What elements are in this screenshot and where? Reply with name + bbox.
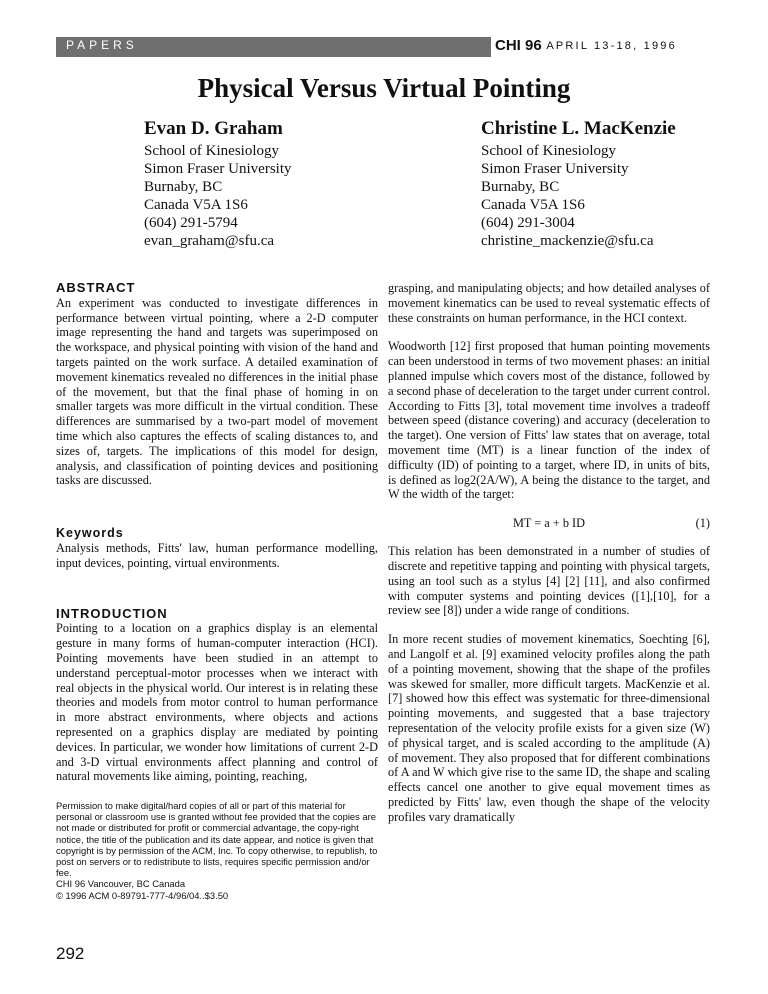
author-postal: Canada V5A 1S6 <box>144 197 248 213</box>
conference-name: CHI 96 <box>495 37 542 54</box>
abstract-heading: ABSTRACT <box>56 280 136 295</box>
introduction-text: Pointing to a location on a graphics display is an elemental gesture in many forms of human-computer interaction (HCI). Pointing movements have been studied in an attempt to understand perceptual-motor processes when we interact with real objects in the physical world. Our interest is in relating these theories and models from motor control to human performance in more abstract environments, where objects and actions represented on a graphics display are mediated by pointing devices. In particular, we wonder how limitations of current 2-D and 3-D virtual environments affect planning and control of natural movements like aiming, pointing, reaching, <box>56 621 378 784</box>
conference-dates: APRIL 13-18, 1996 <box>546 40 677 52</box>
page-number: 292 <box>56 944 85 963</box>
author-name: Evan D. Graham <box>144 118 283 139</box>
paper-title: Physical Versus Virtual Pointing <box>197 73 571 103</box>
body-paragraph: In more recent studies of movement kinematics, Soechting [6], and Langolf et al. [9] examined velocity profiles along the path of a pointing movement, showing that the shape of the profiles was skewed for smaller, more difficult targets. MacKenzie et al. [7] showed how this effect was systematic for three-dimensional pointing movements, and suggested that a base trajectory representation of the velocity profile exists for a given size (W) of physical target, and is scaled according to the amplitude (A) of movement. They also proposed that for different combinations of A and W which give rise to the same ID, the shape and scaling effects cancel one another to give equal movement times as predicted by Fitts' law, even though the shape of the velocity profiles vary dramatically <box>388 632 710 824</box>
keywords-heading: Keywords <box>56 526 124 541</box>
author-city: Burnaby, BC <box>481 179 560 195</box>
left-column <box>56 281 378 798</box>
author-email: evan_graham@sfu.ca <box>144 233 275 249</box>
equation <box>388 516 710 532</box>
body-paragraph: Woodworth [12] first proposed that human pointing movements can been understood in terms of two movement phases: an initial planned impulse which covers most of the distance, followed by a second phase of deceleration to the target under current control. According to Fitts [3], total movement time involves a tradeoff between speed (distance covering) and accuracy (deceleration to the target). One version of Fitts' law states that on average, total movement time (MT) is a linear function of the index of difficulty (ID) of pointing to a target, where ID, in units of bits, is defined as log2(2A/W), A being the distance to the target, and W the width of the target: <box>388 339 710 502</box>
copyright-line: © 1996 ACM 0-89791-777-4/96/04..$3.50 <box>56 889 229 901</box>
conference-header <box>491 37 717 57</box>
section-label: PAPERS <box>66 38 138 52</box>
right-column <box>388 281 710 839</box>
author-email: christine_mackenzie@sfu.ca <box>481 233 654 249</box>
author-phone: (604) 291-5794 <box>144 215 238 231</box>
author-postal: Canada V5A 1S6 <box>481 197 585 213</box>
body-paragraph: grasping, and manipulating objects; and how detailed analyses of movement kinematics can be used to reveal systematic effects of these constraints on human performance, in the HCI context. <box>388 281 710 325</box>
body-paragraph: This relation has been demonstrated in a number of studies of discrete and repetitive tapping and pointing with physical targets, using an tool such as a stylus [4] [2] [11], and also confirmed with computer systems and pointing devices ([1],[10], for a review see [8]) under a wide range of conditions. <box>388 544 710 618</box>
permission-text: Permission to make digital/hard copies of all or part of this material for personal or classroom use is granted without fee provided that the copies are not made or distributed for profit or commercial advantage, the copy-right notice, the title of the publication and its date appear, and notice is given that copyright is by permission of the ACM, Inc. To copy otherwise, to republish, to post on servers or to redistribute to lists, requires specific permission and/or fee. <box>56 800 378 879</box>
author-name: Christine L. MacKenzie <box>481 118 676 139</box>
conference-location: CHI 96 Vancouver, BC Canada <box>56 878 186 890</box>
copyright-notice <box>56 800 378 901</box>
author-affiliation: School of Kinesiology <box>481 143 616 159</box>
introduction-heading: INTRODUCTION <box>56 605 168 621</box>
author-university: Simon Fraser University <box>481 161 629 177</box>
author-university: Simon Fraser University <box>144 161 292 177</box>
author-affiliation: School of Kinesiology <box>144 143 279 159</box>
author-phone: (604) 291-3004 <box>481 215 575 231</box>
section-header-bar <box>56 37 491 57</box>
keywords-text: Analysis methods, Fitts' law, human performance modelling, input devices, pointing, virtual environments. <box>56 540 378 570</box>
equation-number: (1) <box>695 516 710 531</box>
author-block-2 <box>481 118 676 250</box>
equation-expression: MT = a + b ID <box>512 516 586 531</box>
author-city: Burnaby, BC <box>144 179 223 195</box>
author-block-1 <box>144 118 292 250</box>
abstract-text: An experiment was conducted to investigate differences in performance between virtual pointing, where a 2-D computer image representing the hand and targets was superimposed on the workspace, and physical pointing with vision of the hand and targets painted on the work surface. A detailed examination of movement kinematics revealed no differences in the initial phase of the movement, but that the final phase of homing in on smaller targets was more difficult in the virtual condition. These differences are summarised by a two-part model of movement time which also captures the effects of scaling distances to, and sizes of, targets. The implications of this model for design, analysis, and classification of pointing devices and positioning tasks are discussed. <box>56 295 378 488</box>
